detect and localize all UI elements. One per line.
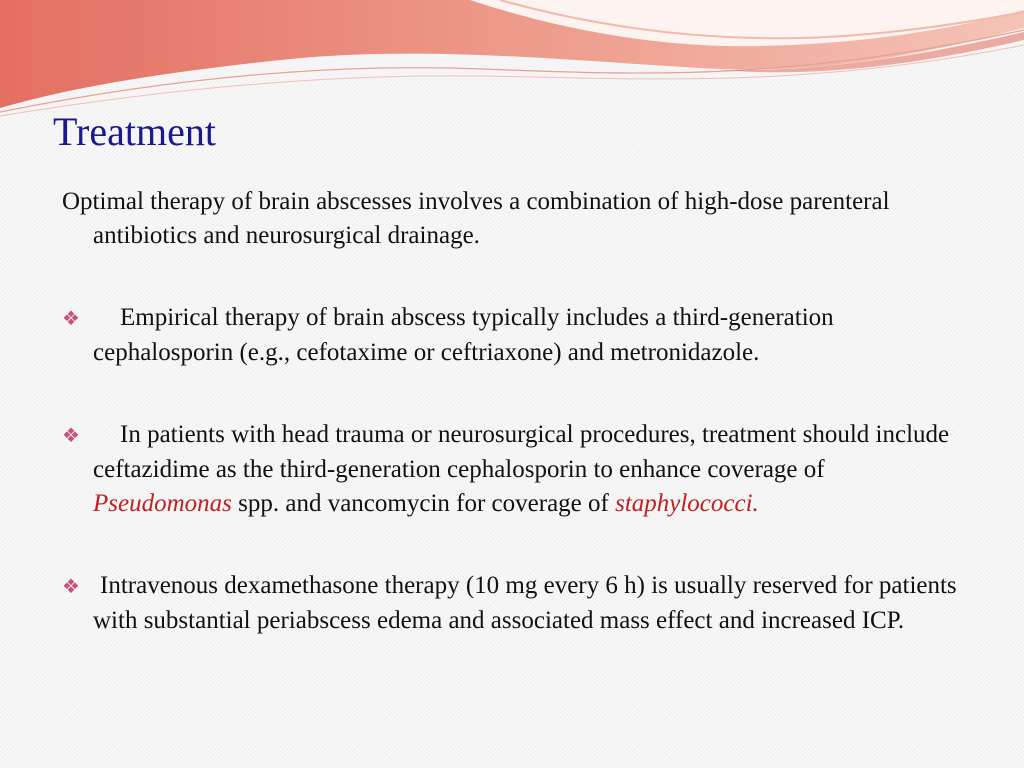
slide-body (62, 185, 962, 638)
bullet-dexamethasone-text: Intravenous dexamethasone therapy (10 mg every 6 h) is usually reserved for patients with substantial periabscess edema and associated mass effect and increased ICP. (93, 572, 957, 634)
diamond-bullet-icon: ❖ (62, 308, 80, 330)
bullet-dexamethasone (62, 569, 962, 638)
bullet-empirical-text: Empirical therapy of brain abscess typically includes a third-generation cephalosporin (e.g., cefotaxime or ceftriaxone) and metronidazole. (93, 304, 834, 366)
intro-paragraph: Optimal therapy of brain abscesses involves a combination of high-dose parenteral antibiotics and neurosurgical drainage. (62, 188, 890, 249)
slide-title: Treatment (53, 109, 216, 154)
bullet-head-trauma (62, 418, 962, 521)
pseudomonas-term: Pseudomonas (93, 490, 232, 517)
diamond-bullet-icon: ❖ (62, 576, 80, 598)
bullet-head-trauma-text: In patients with head trauma or neurosurgical procedures, treatment should include ceftazidime as the third-generation cephalosporin to enhance coverage of (93, 421, 950, 483)
staphylococci-term: staphylococci. (615, 490, 759, 517)
diamond-bullet-icon: ❖ (62, 425, 80, 447)
bullet-empirical-therapy (62, 301, 962, 370)
bullet-head-trauma-text-cont: spp. and vancomycin for coverage of (231, 490, 616, 517)
